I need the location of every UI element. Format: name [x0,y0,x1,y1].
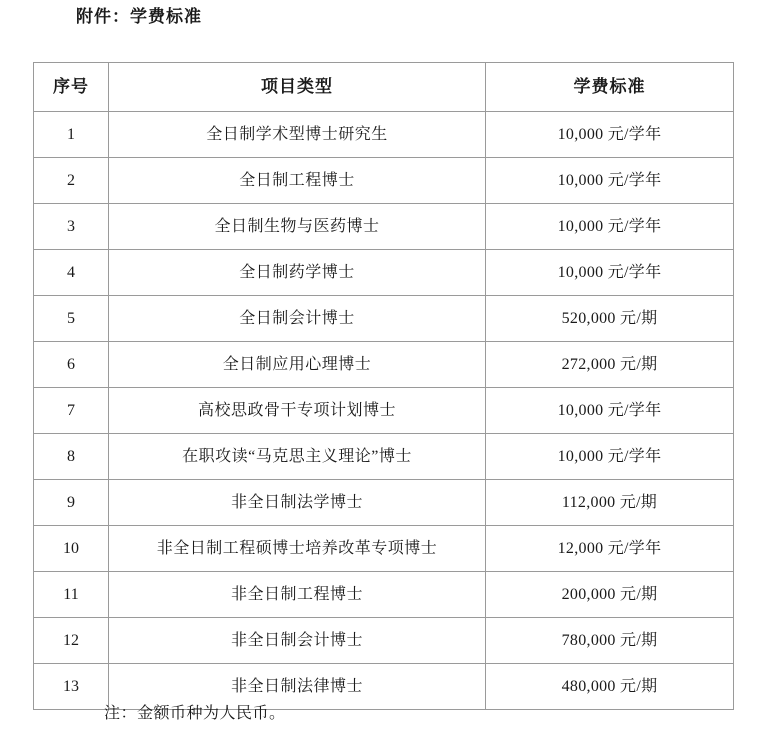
page-title: 附件：学费标准 [76,7,202,26]
cell-fee: 272,000 元/期 [486,342,734,388]
cell-fee: 10,000 元/学年 [486,250,734,296]
table-header-row [34,63,734,112]
cell-no: 4 [34,250,109,296]
column-header-type: 项目类型 [109,63,486,112]
table-note: 注：金额币种为人民币。 [104,705,286,722]
cell-type: 非全日制法律博士 [109,664,486,710]
table-row [34,618,734,664]
cell-type: 全日制会计博士 [109,296,486,342]
table-row [34,526,734,572]
cell-fee: 780,000 元/期 [486,618,734,664]
cell-type: 非全日制工程博士 [109,572,486,618]
cell-type: 非全日制会计博士 [109,618,486,664]
cell-type: 非全日制法学博士 [109,480,486,526]
cell-fee: 10,000 元/学年 [486,158,734,204]
cell-no: 9 [34,480,109,526]
cell-type: 在职攻读“马克思主义理论”博士 [109,434,486,480]
cell-no: 5 [34,296,109,342]
table-row [34,250,734,296]
cell-type: 全日制药学博士 [109,250,486,296]
cell-no: 13 [34,664,109,710]
cell-no: 6 [34,342,109,388]
table-row [34,434,734,480]
table-row [34,296,734,342]
column-header-no: 序号 [34,63,109,112]
table-row [34,112,734,158]
cell-type: 全日制应用心理博士 [109,342,486,388]
table-header [34,63,734,112]
cell-fee: 10,000 元/学年 [486,434,734,480]
table-row [34,388,734,434]
cell-type: 全日制生物与医药博士 [109,204,486,250]
cell-no: 7 [34,388,109,434]
cell-fee: 200,000 元/期 [486,572,734,618]
cell-fee: 10,000 元/学年 [486,204,734,250]
cell-fee: 10,000 元/学年 [486,388,734,434]
table-row [34,480,734,526]
cell-fee: 10,000 元/学年 [486,112,734,158]
table-row [34,204,734,250]
cell-no: 12 [34,618,109,664]
cell-type: 全日制工程博士 [109,158,486,204]
cell-no: 8 [34,434,109,480]
cell-fee: 12,000 元/学年 [486,526,734,572]
cell-type: 非全日制工程硕博士培养改革专项博士 [109,526,486,572]
cell-fee: 480,000 元/期 [486,664,734,710]
table-row [34,572,734,618]
cell-no: 3 [34,204,109,250]
cell-fee: 112,000 元/期 [486,480,734,526]
cell-type: 全日制学术型博士研究生 [109,112,486,158]
table-row [34,158,734,204]
cell-no: 1 [34,112,109,158]
cell-fee: 520,000 元/期 [486,296,734,342]
cell-no: 2 [34,158,109,204]
table-row [34,342,734,388]
column-header-fee: 学费标准 [486,63,734,112]
table-body [34,112,734,710]
cell-no: 10 [34,526,109,572]
tuition-standard-table [33,62,734,710]
cell-type: 高校思政骨干专项计划博士 [109,388,486,434]
cell-no: 11 [34,572,109,618]
tuition-table-container [33,62,733,710]
